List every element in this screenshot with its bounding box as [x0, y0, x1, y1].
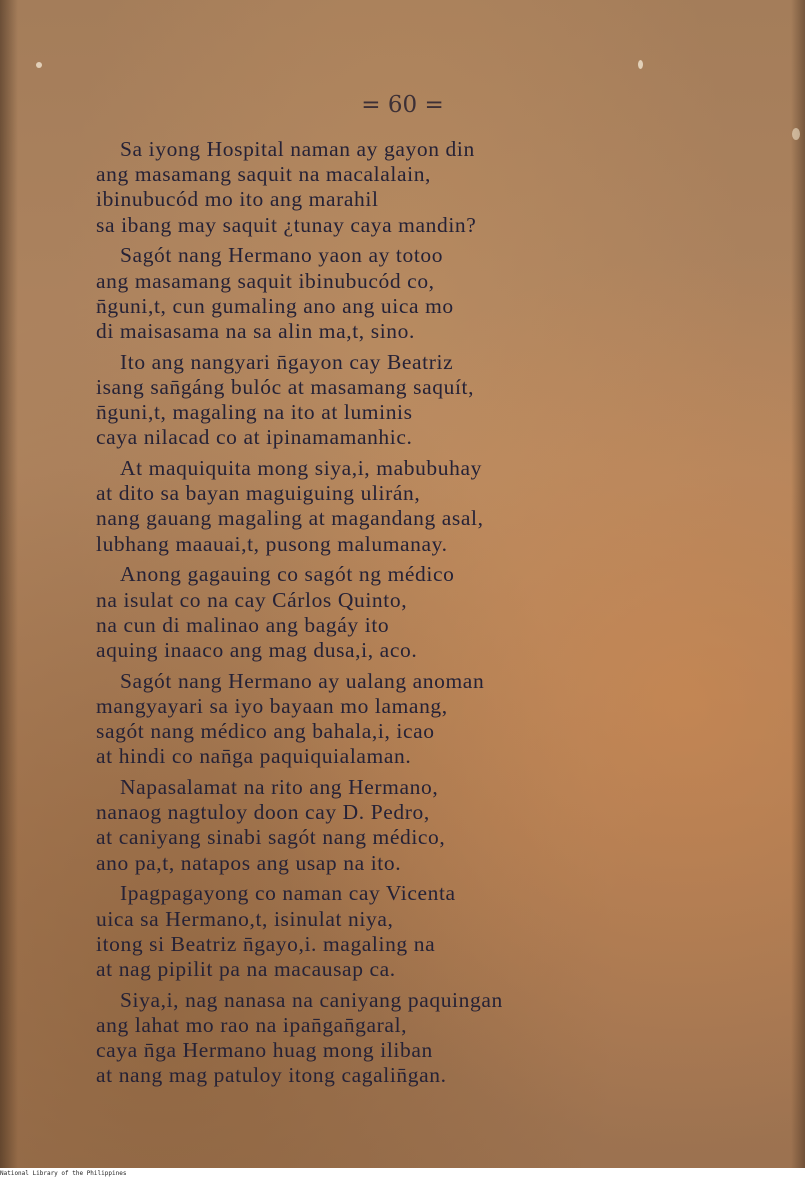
verse-line: Siya,i, nag nanasa na caniyang paquingan	[120, 987, 503, 1012]
verse-line: sa ibang may saquit ¿tunay caya mandin?	[96, 212, 477, 237]
stanza	[96, 562, 656, 663]
verse-line: na cun di malinao ang bagáy ito	[96, 612, 390, 637]
verse-line: ibinubucód mo ito ang marahil	[96, 187, 379, 212]
stanza	[96, 137, 656, 238]
poem-text	[96, 137, 656, 1094]
verse-line: Sa iyong Hospital naman ay gayon din	[120, 137, 475, 161]
verse-line: lubhang maauai,t, pusong malumanay.	[96, 531, 448, 556]
verse-line: uica sa Hermano,t, isinulat niya,	[96, 906, 394, 931]
verse-line: ang lahat mo rao na ipan̄gan̄garal,	[96, 1012, 408, 1037]
verse-line: ano pa,t, natapos ang usap na ito.	[96, 850, 402, 875]
verse-line: Ito ang nangyari n̄gayon cay Beatriz	[120, 349, 454, 374]
verse-line: Sagót nang Hermano yaon ay totoo	[120, 243, 444, 268]
paper-speck	[792, 128, 800, 140]
verse-line: aquing inaaco ang mag dusa,i, aco.	[96, 637, 418, 662]
stanza	[96, 881, 656, 982]
verse-line: n̄guni,t, magaling na ito at luminis	[96, 400, 413, 425]
verse-line: Ipagpagayong co naman cay Vicenta	[120, 881, 456, 906]
stanza	[96, 775, 656, 876]
verse-line: na isulat co na cay Cárlos Quinto,	[96, 587, 408, 612]
stanza	[96, 243, 656, 344]
verse-line: Napasalamat na rito ang Hermano,	[120, 775, 439, 800]
stanza	[96, 988, 656, 1089]
verse-line: ang masamang saquit ibinubucód co,	[96, 268, 435, 293]
verse-line: nanaog nagtuloy doon cay D. Pedro,	[96, 800, 430, 825]
verse-line: ang masamang saquit na macalalain,	[96, 162, 432, 187]
stanza	[96, 669, 656, 770]
page-edge-left	[0, 0, 18, 1168]
verse-line: di maisasama na sa alin ma,t, sino.	[96, 318, 415, 343]
paper-speck	[36, 62, 42, 68]
verse-line: caya n̄ga Hermano huag mong iliban	[96, 1038, 433, 1063]
verse-line: itong si Beatriz n̄gayo,i. magaling na	[96, 931, 436, 956]
verse-line: nang gauang magaling at magandang asal,	[96, 506, 484, 531]
verse-line: isang san̄gáng bulóc at masamang saquít,	[96, 374, 475, 399]
verse-line: at nang mag patuloy itong cagalin̄gan.	[96, 1063, 447, 1088]
verse-line: sagót nang médico ang bahala,i, icao	[96, 719, 435, 744]
stanza	[96, 350, 656, 451]
verse-line: at caniyang sinabi sagót nang médico,	[96, 825, 446, 850]
page-number: = 60 =	[361, 92, 444, 118]
verse-line: at hindi co nan̄ga paquiquialaman.	[96, 744, 412, 769]
verse-line: caya nilacad co at ipinamamanhic.	[96, 425, 413, 450]
verse-line: Sagót nang Hermano ay ualang anoman	[120, 668, 485, 693]
paper-speck	[638, 60, 643, 69]
verse-line: At maquiquita mong siya,i, mabubuhay	[120, 456, 482, 481]
page-edge-right	[791, 0, 805, 1168]
verse-line: at nag pipilit pa na macausap ca.	[96, 956, 396, 981]
stanza	[96, 456, 656, 557]
verse-line: at dito sa bayan maguiguing ulirán,	[96, 481, 421, 506]
library-credit: National Library of the Philippines	[0, 1170, 127, 1177]
verse-line: mangyayari sa iyo bayaan mo lamang,	[96, 693, 448, 718]
verse-line: n̄guni,t, cun gumaling ano ang uica mo	[96, 293, 454, 318]
verse-line: Anong gagauing co sagót ng médico	[120, 562, 455, 587]
